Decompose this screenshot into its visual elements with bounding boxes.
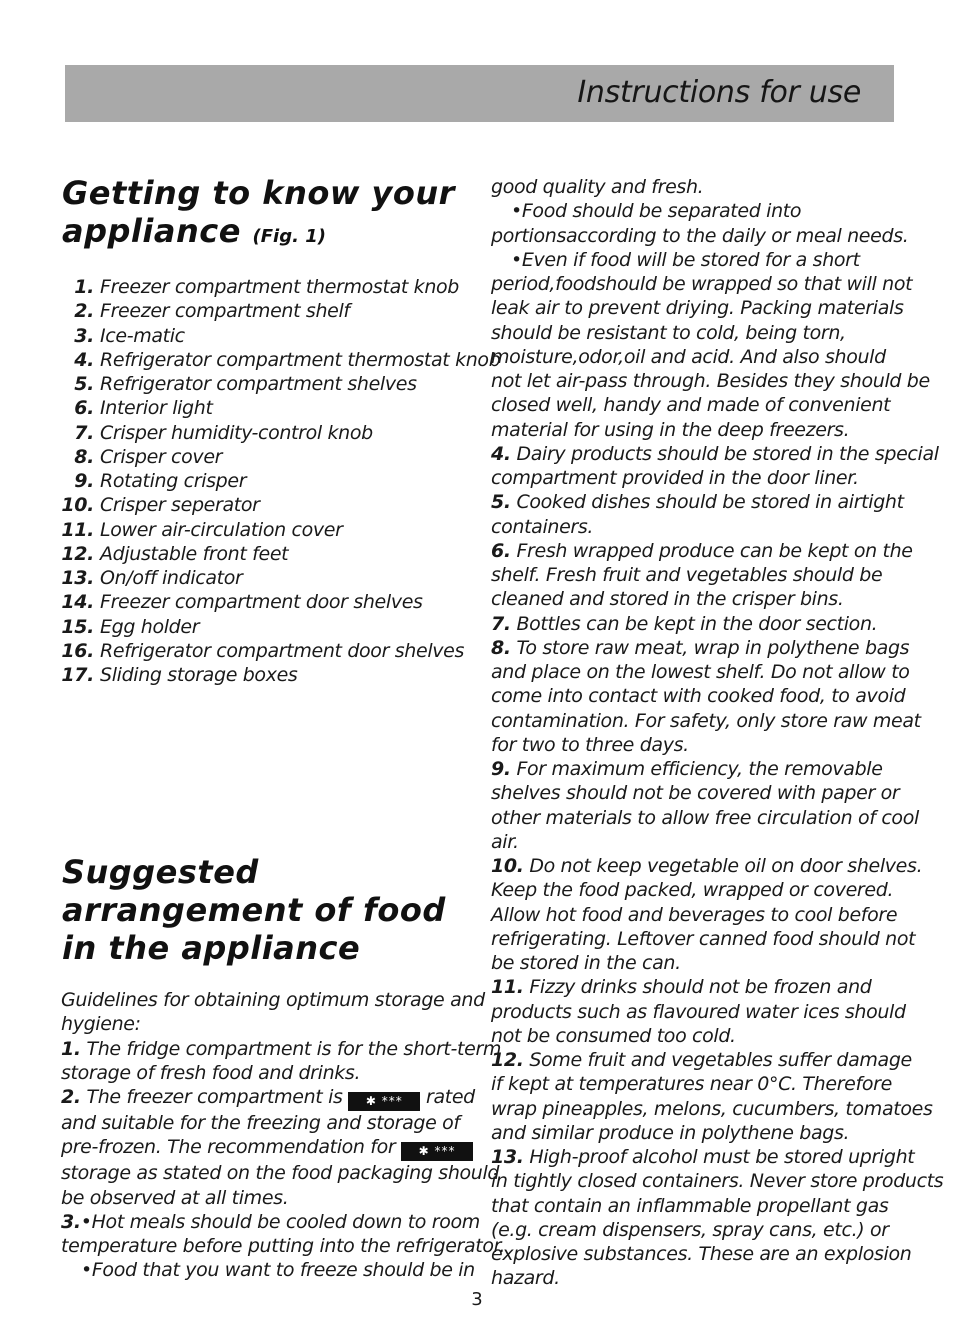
text-line: shelf. Fresh fruit and vegetables should be xyxy=(491,564,883,586)
star-rating-icon: ✱ *** xyxy=(348,1092,420,1111)
text-line: •Food should be separated into xyxy=(511,200,802,223)
list-item: 12. Adjustable front feet xyxy=(61,542,289,565)
text-line: for two to three days. xyxy=(491,733,689,756)
text-line: moisture,odor,oil and acid. And also should xyxy=(491,345,886,368)
text-line: should be resistant to cold, being torn, xyxy=(491,321,846,344)
text-line: containers. xyxy=(491,515,594,538)
text-line: compartment provided in the door liner. xyxy=(491,467,859,489)
list-item: 4. Refrigerator compartment thermostat knob xyxy=(74,348,501,371)
section1-title-line2: appliance xyxy=(62,212,241,250)
text-line: hazard. xyxy=(491,1267,560,1290)
list-item: 14. Freezer compartment door shelves xyxy=(61,591,423,614)
header-bar xyxy=(65,65,894,122)
text-line: come into contact with cooked food, to avoid xyxy=(491,685,906,708)
text-line: storage as stated on the food packaging should xyxy=(61,1162,500,1185)
text-line: 4. Dairy products should be stored in the special xyxy=(491,442,939,465)
section2-title xyxy=(62,853,446,967)
text-line: •Food that you want to freeze should be in xyxy=(81,1259,475,1282)
text-line: 9. For maximum efficiency, the removable xyxy=(491,758,883,780)
list-item: 10. Crisper seperator xyxy=(61,494,260,517)
text-line: 1. The fridge compartment is for the short-term xyxy=(61,1037,502,1060)
text-line: products such as flavoured water ices should xyxy=(491,1000,906,1023)
text-line: that contain an inflammable propellant gas xyxy=(491,1194,889,1217)
left-column-text xyxy=(61,988,505,1283)
text-line: material for using in the deep freezers. xyxy=(491,418,850,441)
section2-title-line1: Suggested xyxy=(62,853,259,891)
text-line: 5. Cooked dishes should be stored in airtight xyxy=(491,491,904,514)
text-line: wrap pineapples, melons, cucumbers, tomatoes xyxy=(491,1097,933,1120)
text-line: other materials to allow free circulation of cool xyxy=(491,806,919,829)
text-line: 2. The freezer compartment is ✱ *** rated xyxy=(61,1085,505,1111)
text-line: shelves should not be covered with paper or xyxy=(491,782,900,805)
text-line: closed well, handy and made of convenient xyxy=(491,394,891,417)
text-line: pre-frozen. The recommendation for ✱ *** xyxy=(61,1135,505,1161)
section2-title-line2: arrangement of food xyxy=(62,891,446,929)
list-item: 15. Egg holder xyxy=(61,615,200,638)
text-line: leak air to prevent driying. Packing materials xyxy=(491,297,904,320)
list-item: 2. Freezer compartment shelf xyxy=(74,300,350,323)
list-item: 8. Crisper cover xyxy=(74,445,223,468)
section1-title xyxy=(62,174,455,256)
star-rating-icon: ✱ *** xyxy=(401,1142,473,1161)
list-item: 3. Ice-matic xyxy=(74,324,185,347)
text-line: 6. Fresh wrapped produce can be kept on the xyxy=(491,539,913,562)
text-line: in tightly closed containers. Never store products xyxy=(491,1170,944,1193)
section1-title-line1: Getting to know your xyxy=(62,174,455,212)
text-line: refrigerating. Leftover canned food should not xyxy=(491,927,916,950)
text-line: •Even if food will be stored for a short xyxy=(511,248,860,271)
text-line: and place on the lowest shelf. Do not allow to xyxy=(491,661,910,683)
list-item: 5. Refrigerator compartment shelves xyxy=(74,373,417,395)
text-line: storage of fresh food and drinks. xyxy=(61,1061,361,1084)
header-title: Instructions for use xyxy=(577,75,861,110)
list-item: 9. Rotating crisper xyxy=(74,470,247,492)
text-line: not be consumed too cold. xyxy=(491,1024,736,1047)
text-line: Guidelines for obtaining optimum storage and xyxy=(61,989,485,1011)
text-line: and suitable for the freezing and storage of xyxy=(61,1112,460,1134)
list-item: 7. Crisper humidity-control knob xyxy=(74,421,373,444)
text-line: be observed at all times. xyxy=(61,1186,289,1209)
text-line: good quality and fresh. xyxy=(491,176,704,198)
list-item: 17. Sliding storage boxes xyxy=(61,664,298,686)
text-line: contamination. For safety, only store raw meat xyxy=(491,709,921,732)
list-item: 6. Interior light xyxy=(74,397,213,420)
text-line: if kept at temperatures near 0°C. Therefore xyxy=(491,1073,892,1096)
text-line: and similar produce in polythene bags. xyxy=(491,1121,850,1144)
text-line: 12. Some fruit and vegetables suffer damage xyxy=(491,1049,912,1071)
text-line: 3.•Hot meals should be cooled down to room xyxy=(61,1210,480,1233)
text-line: period,foodshould be wrapped so that will not xyxy=(491,273,913,295)
fig-reference: (Fig. 1) xyxy=(252,226,326,247)
list-item: 11. Lower air-circulation cover xyxy=(61,518,343,541)
right-column-text xyxy=(491,175,943,1291)
section2-title-line3: in the appliance xyxy=(62,929,361,967)
text-line: explosive substances. These are an explosion xyxy=(491,1243,912,1265)
text-line: air. xyxy=(491,830,519,853)
text-line: not let air-pass through. Besides they should be xyxy=(491,370,930,392)
parts-list xyxy=(58,275,500,687)
text-line: 8. To store raw meat, wrap in polythene bags xyxy=(491,636,910,659)
text-line: temperature before putting into the refrigerator. xyxy=(61,1235,506,1257)
text-line: hygiene: xyxy=(61,1013,141,1036)
text-line: 10. Do not keep vegetable oil on door shelves. xyxy=(491,855,923,877)
list-item: 1. Freezer compartment thermostat knob xyxy=(74,276,459,298)
text-line: 7. Bottles can be kept in the door section. xyxy=(491,612,878,635)
text-line: portionsaccording to the daily or meal needs. xyxy=(491,224,909,247)
page-number: 3 xyxy=(471,1289,483,1310)
text-line: 13. High-proof alcohol must be stored upright xyxy=(491,1146,915,1168)
list-item: 16. Refrigerator compartment door shelves xyxy=(61,639,465,662)
text-line: cleaned and stored in the crisper bins. xyxy=(491,588,844,611)
text-line: (e.g. cream dispensers, spray cans, etc.) or xyxy=(491,1218,889,1241)
text-line: be stored in the can. xyxy=(491,952,681,974)
text-line: Allow hot food and beverages to cool before xyxy=(491,903,898,926)
text-line: 11. Fizzy drinks should not be frozen and xyxy=(491,976,872,999)
list-item: 13. On/off indicator xyxy=(61,567,243,589)
text-line: Keep the food packed, wrapped or covered. xyxy=(491,879,894,902)
